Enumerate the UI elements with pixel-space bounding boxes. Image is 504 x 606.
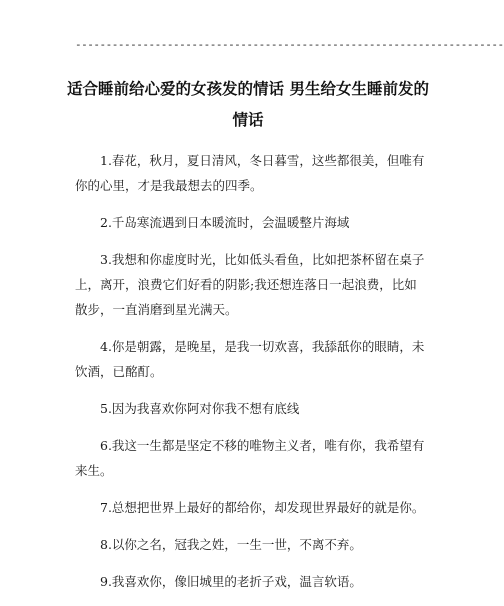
paragraph-7: 7.总想把世界上最好的都给你，却发现世界最好的就是你。 <box>100 500 425 515</box>
paragraph-4: 4.你是朝露，是晚星，是我一切欢喜，我舔舐你的眼睛，未饮酒，已酩酊。 <box>75 339 425 379</box>
paragraph-1: 1.春花，秋月，夏日清风，冬日暮雪，这些都很美，但唯有你的心里，才是我最想去的四季。 <box>75 153 425 193</box>
document-body <box>75 148 425 606</box>
paragraph-6: 6.我这一生都是坚定不移的唯物主义者，唯有你，我希望有来生。 <box>75 438 425 478</box>
document-title: 适合睡前给心爱的女孩发的情话 男生给女生睡前发的情话 <box>67 80 429 129</box>
paragraph-2: 2.千岛寒流遇到日本暖流时，会温暖整片海域 <box>100 215 350 230</box>
paragraph-9: 9.我喜欢你，像旧城里的老折子戏，温言软语。 <box>100 574 362 589</box>
paragraph-5: 5.因为我喜欢你阿对你我不想有底线 <box>100 401 300 416</box>
dashed-divider: ---------------------------------------------------------------------- <box>75 38 504 51</box>
paragraph-8: 8.以你之名，冠我之姓，一生一世，不离不弃。 <box>100 537 362 552</box>
paragraph-3: 3.我想和你虚度时光，比如低头看鱼，比如把茶杯留在桌子上，离开，浪费它们好看的阴影;我还想连落日一起浪费，比如散步，一直消磨到星光满天。 <box>75 252 425 317</box>
